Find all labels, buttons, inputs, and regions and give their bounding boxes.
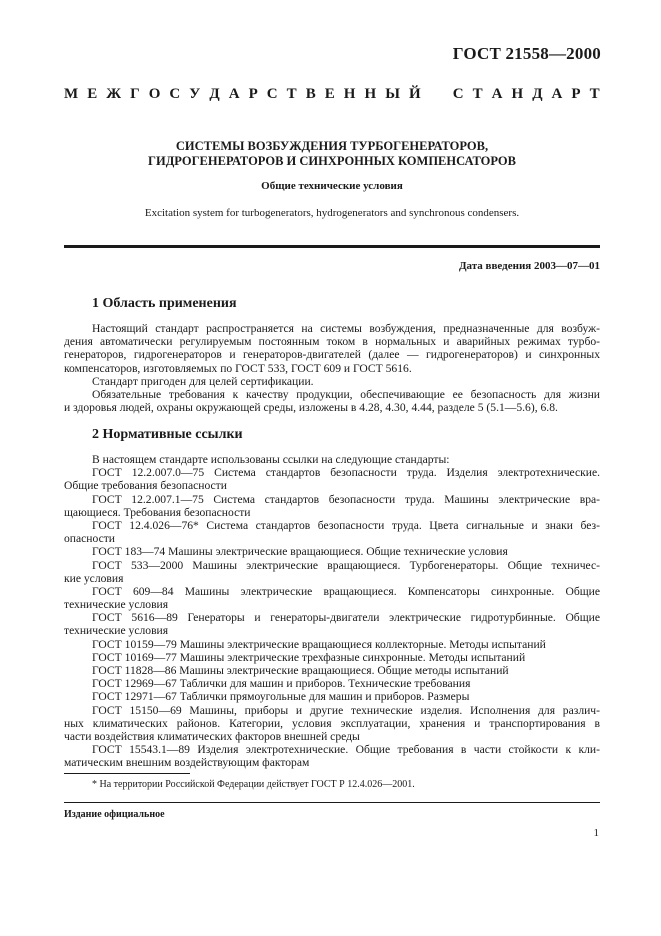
banner-letter: Г — [130, 86, 140, 102]
reference-line: ГОСТ 12.2.007.0—75 Система стандартов безопасности труда. Изделия электротехнические. — [92, 466, 600, 480]
text-line: дения автоматически регулируемым постоянным током в нормальных и аварийных режимах турбо- — [64, 335, 600, 349]
english-title: Excitation system for turbogenerators, hydrogenerators and synchronous condensers. — [144, 207, 520, 219]
banner-letter: Ж — [106, 86, 122, 102]
banner-letter: Е — [324, 86, 335, 102]
document-code: ГОСТ 21558—2000 — [452, 44, 601, 63]
reference-line: ГОСТ 183—74 Машины электрические вращающиеся. Общие технические условия — [92, 545, 508, 559]
reference-line: ГОСТ 15543.1—89 Изделия электротехнические. Общие требования в части стойкости к кли- — [92, 743, 600, 757]
reference-line: ГОСТ 11828—86 Машины электрические вращающиеся. Общие методы испытаний — [92, 664, 509, 677]
text-line: Стандарт пригоден для целей сертификации. — [92, 374, 314, 388]
reference-line: ГОСТ 5616—89 Генераторы и генераторы-двигатели электрические гидротурбинные. Общие — [92, 611, 600, 625]
document-title — [64, 139, 600, 169]
text-line: компенсаторов, изготовляемых по ГОСТ 533, ГОСТ 609 и ГОСТ 5616. — [64, 361, 412, 375]
banner-letter: Н — [343, 86, 356, 102]
banner-letter: А — [491, 86, 503, 102]
footnote: * На территории Российской Федерации действует ГОСТ Р 12.4.026—2001. — [92, 779, 415, 790]
standard-banner — [64, 86, 600, 103]
document-subtitle: Общие технические условия — [261, 180, 403, 192]
reference-line: ных климатических районов. Категории, условия эксплуатации, хранения и транспортирования в — [64, 716, 600, 730]
banner-letter: В — [305, 86, 316, 102]
section-heading-scope: 1 Область применения — [92, 296, 237, 311]
reference-line: ГОСТ 12.4.026—76* Система стандартов безопасности труда. Цвета сигнальные и знаки без- — [92, 518, 600, 532]
banner-letter: Ы — [385, 86, 400, 102]
reference-line: технические условия — [64, 624, 169, 638]
reference-line: ГОСТ 609—84 Машины электрические вращающиеся. Компенсаторы синхронные. Общие — [92, 584, 600, 598]
banner-letter: А — [551, 86, 563, 102]
reference-line: опасности — [64, 532, 116, 546]
banner-letter: Т — [472, 86, 483, 102]
header-divider — [64, 245, 600, 248]
text-line: В настоящем стандарте использованы ссылки на следующие стандарты: — [92, 453, 450, 466]
edition-label: Издание официальное — [64, 809, 165, 820]
reference-line: ГОСТ 10159—79 Машины электрические вращающиеся коллекторные. Методы испытаний — [92, 637, 546, 651]
banner-letter: Р — [571, 86, 581, 102]
page-number: 1 — [593, 827, 599, 839]
section-scope-body — [64, 322, 600, 414]
text-line: Настоящий стандарт распространяется на системы возбуждения, предназначенные для возбуж- — [92, 322, 600, 335]
section-heading-references: 2 Нормативные ссылки — [92, 427, 243, 442]
banner-letter: Д — [209, 86, 220, 102]
reference-line: матическим внешним воздействующим факторам — [64, 756, 310, 770]
footer-divider — [64, 802, 600, 803]
banner-letter: М — [64, 86, 79, 102]
banner-letter: Р — [248, 86, 258, 102]
text-line: и здоровья людей, охраны окружающей среды, изложены в 4.28, 4.30, 4.44, разделе 5 (5.1—5.6), 6.8. — [64, 401, 558, 415]
banner-letter: О — [148, 86, 161, 102]
reference-line: ГОСТ 533—2000 Машины электрические вращающиеся. Турбогенераторы. Общие техничес- — [92, 558, 600, 572]
banner-letter: Н — [364, 86, 377, 102]
title-line: СИСТЕМЫ ВОЗБУЖДЕНИЯ ТУРБОГЕНЕРАТОРОВ, — [175, 139, 489, 153]
banner-letter: С — [266, 86, 278, 102]
banner-word-gap — [430, 86, 444, 103]
footnote-divider — [64, 773, 190, 774]
title-line: ГИДРОГЕНЕРАТОРОВ И СИНХРОННЫХ КОМПЕНСАТОРОВ — [148, 154, 516, 168]
reference-line: ГОСТ 12971—67 Таблички прямоугольные для машин и приборов. Размеры — [92, 690, 470, 704]
banner-letter: А — [228, 86, 240, 102]
reference-line: щающиеся. Требования безопасности — [64, 505, 251, 519]
banner-letter: Й — [408, 86, 421, 102]
text-line: Обязательные требования к качеству продукции, обеспечивающие ее безопасность для жизни — [92, 387, 600, 401]
reference-line: технические условия — [64, 598, 169, 612]
banner-letter: С — [452, 86, 464, 102]
reference-line: ГОСТ 15150—69 Машины, приборы и другие технические изделия. Исполнения для различ- — [92, 703, 600, 717]
banner-letter: Д — [532, 86, 543, 102]
reference-line: ГОСТ 12969—67 Таблички для машин и приборов. Технические требования — [92, 677, 471, 691]
banner-letter: У — [189, 86, 201, 102]
reference-line: Общие требования безопасности — [64, 479, 227, 493]
reference-line: ГОСТ 10169—77 Машины электрические трехфазные синхронные. Методы испытаний — [92, 650, 526, 664]
section-references-body — [64, 453, 600, 770]
introduction-date: Дата введения 2003—07—01 — [458, 260, 600, 272]
text-line: генераторов, гидрогенераторов и генераторов-двигателей (далее — гидрогенераторов) и синхронных — [64, 348, 600, 362]
reference-line: кие условия — [64, 571, 124, 585]
banner-letter: Т — [286, 86, 297, 102]
banner-letter: Н — [511, 86, 524, 102]
banner-letter: Т — [589, 86, 600, 102]
banner-letter: С — [169, 86, 181, 102]
reference-line: части воздействия климатических факторов внешней среды — [64, 729, 360, 743]
reference-line: ГОСТ 12.2.007.1—75 Система стандартов безопасности труда. Машины электрические вра- — [92, 492, 600, 506]
banner-letter: Е — [87, 86, 98, 102]
